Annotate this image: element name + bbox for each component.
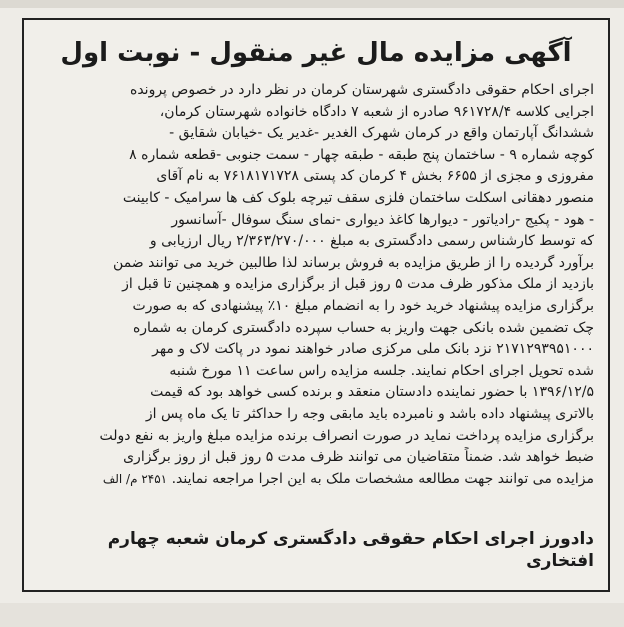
ad-line: برگزاری مزایده پرداخت نماید در صورت انصراف برنده مزایده مبلغ واریز به نفع دولت <box>99 427 594 444</box>
ad-line: اجرایی کلاسه ۹۶۱۷۲۸/۴ صادره از شعبه ۷ دادگاه خانواده شهرستان کرمان، <box>159 103 594 120</box>
reference-code: ۲۴۵۱ م/ الف <box>102 471 168 486</box>
ad-title: آگهی مزایده مال غیر منقول - نوبت اول <box>60 38 572 68</box>
ad-line: ۱۳۹۶/۱۲/۵ با حضور نماینده دادستان منعقد و برنده کسی خواهد بود که قیمت <box>150 384 594 401</box>
ad-line: برگزاری مزایده پیشنهاد خرید خود را به انضمام مبلغ ۱۰٪ پیشنهادی که به صورت <box>132 297 594 314</box>
ad-line: کوچه شماره ۹ - ساختمان پنج طبقه - طبقه چهار - سمت جنوبی -قطعه شماره ۸ <box>129 146 594 163</box>
ad-line: برآورد گردیده را از طریق مزایده به فروش برساند لذا طالبین خرید می توانند ضمن <box>113 254 594 271</box>
ad-body <box>38 80 594 490</box>
ad-line: مفروزی و مجزی از ۶۶۵۵ بخش ۴ کرمان کد پستی ۷۶۱۸۱۷۱۷۲۸ به نام آقای <box>156 168 594 185</box>
ad-line: چک تضمین شده بانکی جهت واریز به حساب سپرده دادگستری کرمان به شماره <box>132 319 594 336</box>
ad-line: شده تحویل اجرای احکام نمایند. جلسه مزایده راس ساعت ۱۱ مورخ شنبه <box>169 362 594 379</box>
ad-line: - هود - پکیج -رادیاتور - دیوارها کاغذ دیواری -نمای سنگ سوفال -آسانسور <box>171 211 594 228</box>
ad-line: بالاتری پیشنهاد داده باشد و نامبرده باید مابقی وجه را حداکثر تا یک ماه پس از <box>145 405 594 422</box>
ad-frame <box>22 18 610 592</box>
ad-line-last <box>38 469 594 491</box>
ad-line: اجرای احکام حقوقی دادگستری شهرستان کرمان در نظر دارد در خصوص پرونده <box>129 82 594 98</box>
ad-line: بازدید از ملک مذکور ظرف مدت ۵ روز قبل از برگزاری مزایده و همچنین تا قبل از <box>122 276 594 293</box>
page-edge-top <box>0 0 624 8</box>
ad-last-text: مزایده می توانند جهت مطالعه مشخصات ملک به این اجرا مراجعه نمایند. <box>171 470 594 487</box>
ad-line: ضبط خواهد شد. ضمناً متقاضیان می توانند ظرف مدت ۵ روز قبل از روز برگزاری <box>123 449 594 466</box>
page-edge-bottom <box>0 603 624 627</box>
ad-line: منصور دهقانی اسکلت ساختمان فلزی سقف تیرچه بلوک کف ها سرامیک - کابینت <box>122 189 594 206</box>
ad-line: ۲۱۷۱۲۹۳۹۵۱۰۰۰ نزد بانک ملی مرکزی صادر خواهند نمود در پاکت لاک و مهر <box>152 341 594 358</box>
ad-footer: دادورز اجرای احکام حقوقی دادگستری کرمان شعبه چهارم افتخاری <box>107 529 594 571</box>
ad-line: ششدانگ آپارتمان واقع در کرمان شهرک الغدیر -غدیر یک -خیابان شقایق - <box>169 125 594 142</box>
ad-line: که توسط کارشناس رسمی دادگستری به مبلغ ۲/۳۶۳/۲۷۰/۰۰۰ ریال ارزیابی و <box>149 233 594 250</box>
